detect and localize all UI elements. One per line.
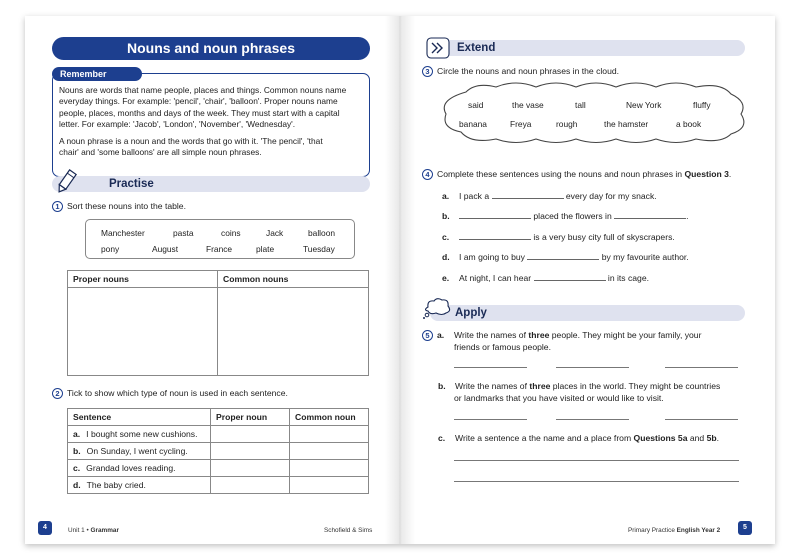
question-number: 4 xyxy=(422,169,433,180)
remember-line: chair' and 'some balloons' are all simple noun phrases. xyxy=(59,147,262,158)
sentence-cell: b. On Sunday, I went cycling. xyxy=(68,443,211,460)
answer-blank[interactable] xyxy=(527,252,599,260)
sentence-4c: c. is a very busy city full of skyscrapers. xyxy=(442,232,675,242)
question-5c: c. Write a sentence a the name and a place from Questions 5a and 5b. xyxy=(438,433,720,443)
left-page xyxy=(25,16,400,544)
column-header-common: Common nouns xyxy=(218,271,369,288)
answer-line[interactable] xyxy=(454,419,527,420)
proper-tick-cell[interactable] xyxy=(211,477,290,494)
cloud-word[interactable]: the hamster xyxy=(604,119,649,129)
answer-blank[interactable] xyxy=(534,273,606,281)
extend-section-bar xyxy=(430,40,745,56)
question-5b: b. Write the names of three places in the world. They might be countries xyxy=(438,381,721,391)
sentence-cell: c. Grandad loves reading. xyxy=(68,460,211,477)
answer-blank[interactable] xyxy=(614,211,686,219)
sentence-4b: b. placed the flowers in . xyxy=(442,211,689,221)
table-row xyxy=(68,477,369,494)
footer-series: Primary Practice English Year 2 xyxy=(628,527,721,534)
thought-cloud-icon xyxy=(422,297,452,319)
answer-line[interactable] xyxy=(556,419,629,420)
word-item: Jack xyxy=(266,228,284,238)
column-header-sentence: Sentence xyxy=(68,409,211,426)
cloud-word[interactable]: tall xyxy=(575,100,586,110)
word-item: Manchester xyxy=(101,228,145,238)
table-row xyxy=(68,426,369,443)
question-number: 5 xyxy=(422,330,433,341)
remember-paragraph-2 xyxy=(59,136,364,159)
proper-tick-cell[interactable] xyxy=(211,443,290,460)
word-item: August xyxy=(152,244,179,254)
proper-tick-cell[interactable] xyxy=(211,426,290,443)
sentence-4d: d. I am going to buy by my favourite author. xyxy=(442,252,689,262)
common-tick-cell[interactable] xyxy=(290,477,369,494)
extend-arrows-icon xyxy=(426,37,450,59)
common-tick-cell[interactable] xyxy=(290,443,369,460)
common-tick-cell[interactable] xyxy=(290,460,369,477)
noun-type-table xyxy=(67,408,369,494)
cloud-word[interactable]: said xyxy=(468,100,484,110)
common-tick-cell[interactable] xyxy=(290,426,369,443)
right-page xyxy=(400,16,775,544)
word-item: balloon xyxy=(308,228,336,238)
question-1 xyxy=(52,201,186,212)
page-title: Nouns and noun phrases xyxy=(52,37,370,60)
practise-section-bar xyxy=(52,176,370,192)
answer-blank[interactable] xyxy=(492,191,564,199)
answer-blank[interactable] xyxy=(459,232,531,240)
column-header-common: Common noun xyxy=(290,409,369,426)
cloud-shape xyxy=(436,82,751,144)
question-3 xyxy=(422,66,619,77)
book-spread xyxy=(25,16,775,544)
question-text: Tick to show which type of noun is used in each sentence. xyxy=(67,388,288,398)
noun-word-box xyxy=(85,219,355,259)
noun-sort-table xyxy=(67,270,369,376)
question-5a: 5 a. Write the names of three people. They might be your family, your xyxy=(422,330,701,341)
pencil-icon xyxy=(55,169,77,195)
cloud-word[interactable]: New York xyxy=(626,100,662,110)
word-cloud xyxy=(436,82,751,144)
page-number: 4 xyxy=(38,521,52,535)
remember-line: A noun phrase is a noun and the words that go with it. 'The pencil', 'that xyxy=(59,136,323,146)
answer-line[interactable] xyxy=(665,419,738,420)
remember-paragraph-1 xyxy=(59,85,364,130)
common-nouns-cell[interactable] xyxy=(218,288,369,376)
answer-line[interactable] xyxy=(454,367,527,368)
answer-line[interactable] xyxy=(454,481,739,482)
question-2 xyxy=(52,388,288,399)
table-row xyxy=(68,460,369,477)
remember-line: people, places, months and days of the week. They must start with a capital xyxy=(59,107,340,118)
footer-unit: Unit 1 • Grammar xyxy=(68,527,119,534)
cloud-word[interactable]: rough xyxy=(556,119,578,129)
word-item: Tuesday xyxy=(303,244,335,254)
column-header-proper: Proper noun xyxy=(211,409,290,426)
proper-nouns-cell[interactable] xyxy=(68,288,218,376)
footer-publisher: Schofield & Sims xyxy=(324,527,373,534)
question-number: 2 xyxy=(52,388,63,399)
sentence-4e: e. At night, I can hear in its cage. xyxy=(442,273,650,283)
question-number: 1 xyxy=(52,201,63,212)
word-item: France xyxy=(206,244,233,254)
sentence-4a: a. I pack a every day for my snack. xyxy=(442,191,657,201)
question-number: 3 xyxy=(422,66,433,77)
table-row xyxy=(68,443,369,460)
answer-line[interactable] xyxy=(665,367,738,368)
question-5b-line2: or landmarks that you have visited or would like to visit. xyxy=(454,393,664,403)
cloud-word[interactable]: a book xyxy=(676,119,702,129)
practise-label: Practise xyxy=(109,178,154,190)
remember-line: letter. For example: 'Jacob', 'London', 'November', 'Wednesday'. xyxy=(59,118,296,129)
answer-line[interactable] xyxy=(556,367,629,368)
cloud-word[interactable]: the vase xyxy=(512,100,544,110)
cloud-word[interactable]: fluffy xyxy=(693,100,711,110)
word-item: pasta xyxy=(173,228,194,238)
cloud-word[interactable]: Freya xyxy=(510,119,532,129)
remember-label: Remember xyxy=(52,67,142,81)
page-number: 5 xyxy=(738,521,752,535)
word-item: plate xyxy=(256,244,275,254)
sentence-cell: a. I bought some new cushions. xyxy=(68,426,211,443)
remember-line: everyday things. For example: 'pencil', 'chair', 'balloon'. Proper nouns name xyxy=(59,96,338,107)
answer-line[interactable] xyxy=(454,460,739,461)
apply-label: Apply xyxy=(455,307,487,319)
answer-blank[interactable] xyxy=(459,211,531,219)
column-header-proper: Proper nouns xyxy=(68,271,218,288)
sentence-cell: d. The baby cried. xyxy=(68,477,211,494)
apply-section-bar xyxy=(430,305,745,321)
extend-label: Extend xyxy=(457,42,496,54)
question-4: 4 Complete these sentences using the nouns and noun phrases in Question 3. xyxy=(422,169,731,180)
word-item: pony xyxy=(101,244,120,254)
cloud-word[interactable]: banana xyxy=(459,119,487,129)
proper-tick-cell[interactable] xyxy=(211,460,290,477)
question-text: Circle the nouns and noun phrases in the cloud. xyxy=(437,66,620,76)
word-item: coins xyxy=(221,228,241,238)
remember-line: Nouns are words that name people, places and things. Common nouns name xyxy=(59,85,347,95)
question-5a-line2: friends or famous people. xyxy=(454,342,551,352)
question-text: Sort these nouns into the table. xyxy=(67,201,186,211)
